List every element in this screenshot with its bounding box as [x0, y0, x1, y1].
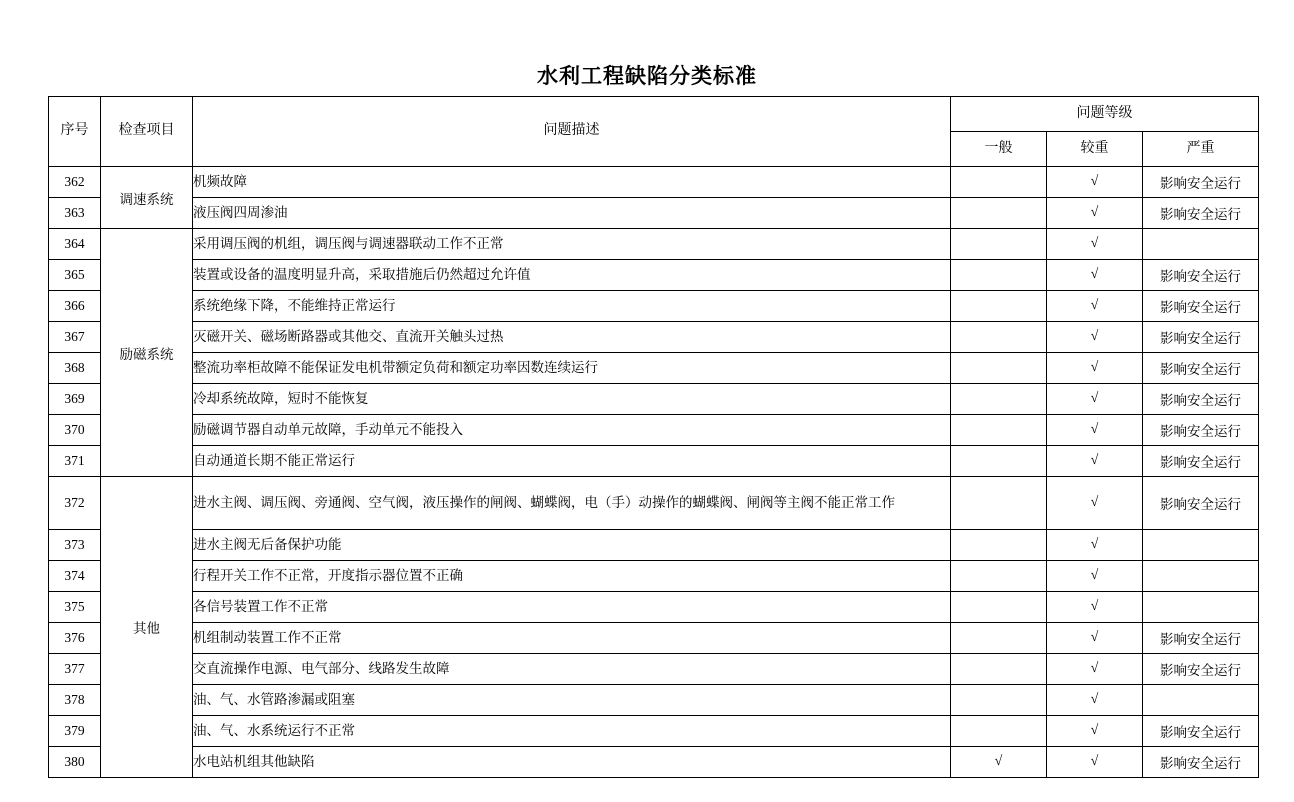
- row-seq: 370: [49, 415, 101, 446]
- row-description: 进水主阀、调压阀、旁通阀、空气阀，液压操作的闸阀、蝴蝶阀，电（手）动操作的蝴蝶阀、闸阀等主阀不能正常工作: [193, 477, 951, 530]
- row-grade-general: [951, 229, 1047, 260]
- row-grade-major: √: [1047, 685, 1143, 716]
- row-description: 励磁调节器自动单元故障，手动单元不能投入: [193, 415, 951, 446]
- row-seq: 377: [49, 654, 101, 685]
- row-grade-general: [951, 322, 1047, 353]
- row-grade-severe: 影响安全运行: [1143, 415, 1259, 446]
- row-grade-major: √: [1047, 167, 1143, 198]
- defect-table-container: [48, 96, 1258, 778]
- row-item-group: 励磁系统: [101, 229, 193, 477]
- row-grade-major: √: [1047, 353, 1143, 384]
- table-row: [49, 685, 1259, 716]
- row-item-group: 其他: [101, 477, 193, 778]
- row-description: 各信号装置工作不正常: [193, 592, 951, 623]
- row-seq: 364: [49, 229, 101, 260]
- row-seq: 368: [49, 353, 101, 384]
- row-grade-severe: 影响安全运行: [1143, 446, 1259, 477]
- row-grade-severe: 影响安全运行: [1143, 384, 1259, 415]
- defect-classification-table: [48, 96, 1259, 778]
- row-description: 水电站机组其他缺陷: [193, 747, 951, 778]
- table-row: [49, 260, 1259, 291]
- table-row: [49, 291, 1259, 322]
- table-row: [49, 592, 1259, 623]
- row-description: 交直流操作电源、电气部分、线路发生故障: [193, 654, 951, 685]
- row-seq: 378: [49, 685, 101, 716]
- row-grade-severe: [1143, 530, 1259, 561]
- row-seq: 367: [49, 322, 101, 353]
- row-seq: 373: [49, 530, 101, 561]
- row-description: 行程开关工作不正常，开度指示器位置不正确: [193, 561, 951, 592]
- row-grade-general: [951, 291, 1047, 322]
- row-grade-major: √: [1047, 198, 1143, 229]
- header-grade-severe: 严重: [1143, 132, 1259, 167]
- row-grade-general: √: [951, 747, 1047, 778]
- row-seq: 369: [49, 384, 101, 415]
- table-row: [49, 384, 1259, 415]
- header-item: 检查项目: [101, 97, 193, 167]
- row-grade-severe: [1143, 561, 1259, 592]
- row-grade-general: [951, 260, 1047, 291]
- row-grade-major: √: [1047, 477, 1143, 530]
- row-description: 进水主阀无后备保护功能: [193, 530, 951, 561]
- row-grade-general: [951, 561, 1047, 592]
- table-row: [49, 623, 1259, 654]
- row-seq: 362: [49, 167, 101, 198]
- row-grade-major: √: [1047, 654, 1143, 685]
- row-grade-major: √: [1047, 716, 1143, 747]
- row-grade-general: [951, 415, 1047, 446]
- row-grade-major: √: [1047, 260, 1143, 291]
- row-seq: 366: [49, 291, 101, 322]
- table-row: [49, 415, 1259, 446]
- row-grade-general: [951, 685, 1047, 716]
- row-description: 油、气、水系统运行不正常: [193, 716, 951, 747]
- row-description: 机频故障: [193, 167, 951, 198]
- header-row-top: [49, 97, 1259, 132]
- row-grade-general: [951, 592, 1047, 623]
- page-title: 水利工程缺陷分类标准: [537, 65, 757, 88]
- table-row: [49, 747, 1259, 778]
- table-row: [49, 446, 1259, 477]
- table-row: [49, 530, 1259, 561]
- header-grade-major: 较重: [1047, 132, 1143, 167]
- row-grade-general: [951, 530, 1047, 561]
- table-row: [49, 229, 1259, 260]
- header-seq: 序号: [49, 97, 101, 167]
- row-grade-severe: 影响安全运行: [1143, 291, 1259, 322]
- row-seq: 379: [49, 716, 101, 747]
- row-description: 装置或设备的温度明显升高，采取措施后仍然超过允许值: [193, 260, 951, 291]
- row-grade-major: √: [1047, 446, 1143, 477]
- row-grade-general: [951, 198, 1047, 229]
- table-row: [49, 322, 1259, 353]
- row-description: 灭磁开关、磁场断路器或其他交、直流开关触头过热: [193, 322, 951, 353]
- row-grade-general: [951, 167, 1047, 198]
- row-grade-major: √: [1047, 229, 1143, 260]
- row-description: 液压阀四周渗油: [193, 198, 951, 229]
- row-grade-severe: 影响安全运行: [1143, 477, 1259, 530]
- row-seq: 380: [49, 747, 101, 778]
- row-grade-general: [951, 477, 1047, 530]
- row-item-group: 调速系统: [101, 167, 193, 229]
- header-grade-general: 一般: [951, 132, 1047, 167]
- row-grade-severe: 影响安全运行: [1143, 623, 1259, 654]
- row-grade-general: [951, 654, 1047, 685]
- table-row: [49, 561, 1259, 592]
- row-grade-major: √: [1047, 623, 1143, 654]
- row-grade-major: √: [1047, 592, 1143, 623]
- row-seq: 372: [49, 477, 101, 530]
- row-grade-severe: 影响安全运行: [1143, 747, 1259, 778]
- row-seq: 363: [49, 198, 101, 229]
- row-grade-major: √: [1047, 747, 1143, 778]
- row-seq: 365: [49, 260, 101, 291]
- row-grade-general: [951, 384, 1047, 415]
- row-grade-severe: 影响安全运行: [1143, 198, 1259, 229]
- table-header: [49, 97, 1259, 167]
- row-description: 油、气、水管路渗漏或阻塞: [193, 685, 951, 716]
- row-grade-severe: 影响安全运行: [1143, 322, 1259, 353]
- row-grade-severe: [1143, 685, 1259, 716]
- table-row: [49, 353, 1259, 384]
- table-row: [49, 198, 1259, 229]
- row-description: 机组制动装置工作不正常: [193, 623, 951, 654]
- row-grade-major: √: [1047, 322, 1143, 353]
- row-grade-severe: [1143, 592, 1259, 623]
- row-grade-severe: 影响安全运行: [1143, 716, 1259, 747]
- row-grade-general: [951, 353, 1047, 384]
- row-description: 整流功率柜故障不能保证发电机带额定负荷和额定功率因数连续运行: [193, 353, 951, 384]
- row-description: 自动通道长期不能正常运行: [193, 446, 951, 477]
- table-row: [49, 716, 1259, 747]
- row-grade-major: √: [1047, 561, 1143, 592]
- row-description: 采用调压阀的机组，调压阀与调速器联动工作不正常: [193, 229, 951, 260]
- table-row: [49, 167, 1259, 198]
- row-grade-general: [951, 716, 1047, 747]
- row-grade-general: [951, 446, 1047, 477]
- row-grade-severe: 影响安全运行: [1143, 654, 1259, 685]
- row-grade-major: √: [1047, 384, 1143, 415]
- row-seq: 371: [49, 446, 101, 477]
- row-seq: 375: [49, 592, 101, 623]
- table-row: [49, 654, 1259, 685]
- row-grade-major: √: [1047, 530, 1143, 561]
- row-grade-severe: 影响安全运行: [1143, 167, 1259, 198]
- row-seq: 374: [49, 561, 101, 592]
- row-description: 系统绝缘下降，不能维持正常运行: [193, 291, 951, 322]
- table-body: [49, 167, 1259, 778]
- row-grade-major: √: [1047, 415, 1143, 446]
- row-grade-general: [951, 623, 1047, 654]
- row-grade-major: √: [1047, 291, 1143, 322]
- row-grade-severe: [1143, 229, 1259, 260]
- table-row: [49, 477, 1259, 530]
- header-description: 问题描述: [193, 97, 951, 167]
- header-grade-group: 问题等级: [951, 97, 1259, 132]
- row-description: 冷却系统故障，短时不能恢复: [193, 384, 951, 415]
- row-grade-severe: 影响安全运行: [1143, 260, 1259, 291]
- row-grade-severe: 影响安全运行: [1143, 353, 1259, 384]
- row-seq: 376: [49, 623, 101, 654]
